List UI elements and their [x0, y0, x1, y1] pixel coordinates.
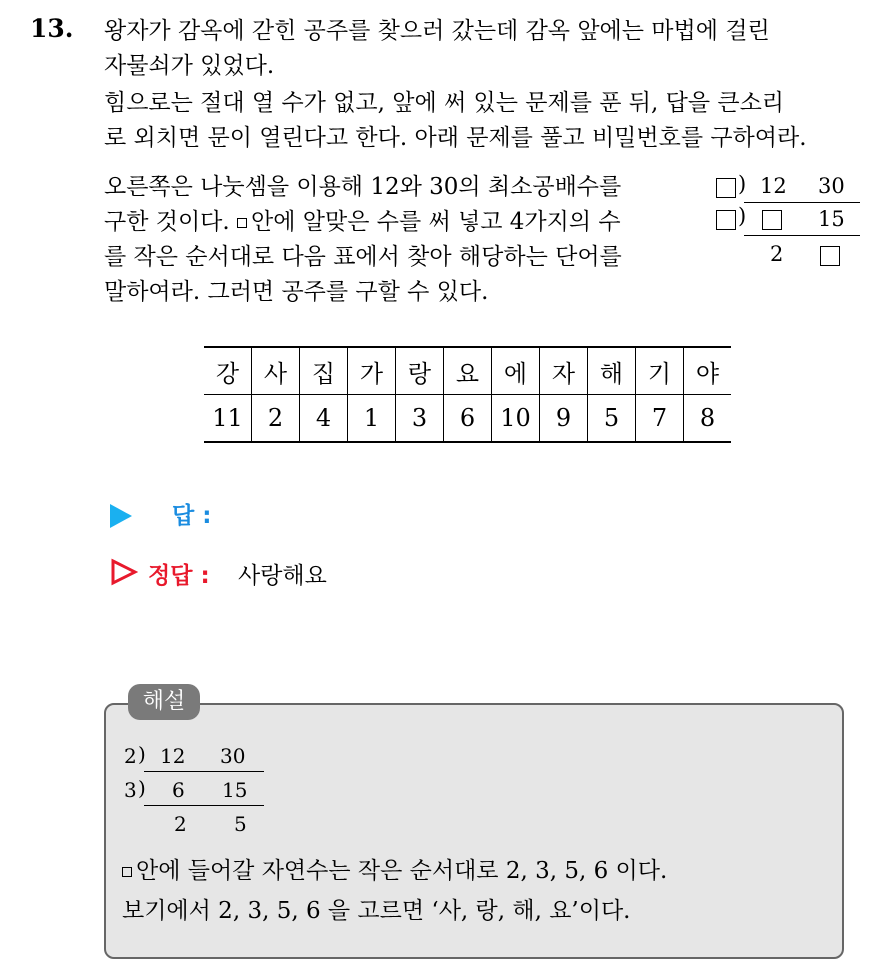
- number-cell: 1: [348, 395, 396, 443]
- number-cell: 11: [204, 395, 252, 443]
- word-number-table: [204, 346, 731, 443]
- number-cell: 10: [492, 395, 540, 443]
- ediv-paren-2: ): [138, 776, 146, 800]
- task-line-2b: 안에 알맞은 수를 써 넣고 4가지의 수: [251, 209, 621, 235]
- word-cell: 에: [492, 347, 540, 395]
- word-cell: 요: [444, 347, 492, 395]
- ediv-d2: 3: [124, 778, 137, 802]
- question-task: [104, 170, 704, 310]
- word-cell: 가: [348, 347, 396, 395]
- rule-line-2: 로 외치면 문이 열린다고 한다. 아래 문제를 풀고 비밀번호를 구하여라.: [104, 125, 807, 151]
- word-cell: 집: [300, 347, 348, 395]
- task-line-1: 오른쪽은 나눗셈을 이용해 12와 30의 최소공배수를: [104, 174, 622, 200]
- number-cell: 3: [396, 395, 444, 443]
- ediv-r3a: 2: [174, 812, 187, 836]
- task-line-2a: 구한 것이다.: [104, 209, 230, 235]
- div-line-2: [744, 235, 860, 236]
- ediv-line-2: [144, 805, 264, 806]
- ediv-r1b: 30: [220, 744, 246, 768]
- explanation-line-2: 보기에서 2, 3, 5, 6 을 고르면 ‘사, 랑, 해, 요’이다.: [122, 898, 631, 924]
- ediv-r2a: 6: [172, 778, 185, 802]
- word-cell: 해: [588, 347, 636, 395]
- task-line-3: 를 작은 순서대로 다음 표에서 찾아 해당하는 단어를: [104, 244, 622, 270]
- word-row: [204, 347, 731, 395]
- intro-line-2: 자물쇠가 있었다.: [104, 53, 275, 79]
- quotient-blank-2: [820, 246, 840, 266]
- blank-square-icon: [122, 867, 132, 877]
- explanation-line-1: [122, 852, 667, 885]
- div-row1-b: 30: [818, 174, 845, 198]
- div-row2-b: 15: [818, 207, 845, 231]
- ediv-r2b: 15: [222, 778, 248, 802]
- solution-triangle-icon: [110, 558, 138, 586]
- answer-row: [110, 500, 132, 528]
- question-number: 13.: [30, 14, 74, 43]
- paren-1: ): [738, 172, 747, 196]
- solution-text: 사랑해요: [238, 563, 327, 589]
- task-line-4: 말하여라. 그러면 공주를 구할 수 있다.: [104, 279, 489, 305]
- div-line-1: [744, 202, 860, 203]
- word-cell: 자: [540, 347, 588, 395]
- word-cell: 사: [252, 347, 300, 395]
- question-rule: [104, 86, 864, 156]
- solution-label: 정답 :: [148, 563, 210, 589]
- number-row: [204, 395, 731, 443]
- ediv-d1: 2: [124, 744, 137, 768]
- div-row3-a: 2: [770, 242, 784, 266]
- ediv-r1a: 12: [160, 744, 186, 768]
- number-cell: 9: [540, 395, 588, 443]
- number-cell: 5: [588, 395, 636, 443]
- word-cell: 강: [204, 347, 252, 395]
- word-cell: 랑: [396, 347, 444, 395]
- word-cell: 야: [684, 347, 732, 395]
- answer-triangle-icon: [110, 504, 132, 528]
- intro-line-1: 왕자가 감옥에 갇힌 공주를 찾으러 갔는데 감옥 앞에는 마법에 걸린: [104, 18, 770, 44]
- div-row1-a: 12: [760, 174, 787, 198]
- blank-square-icon: [237, 218, 247, 228]
- ediv-r3b: 5: [234, 812, 247, 836]
- number-cell: 2: [252, 395, 300, 443]
- paren-2: ): [738, 204, 747, 228]
- task-line-2: [104, 205, 704, 240]
- number-cell: 6: [444, 395, 492, 443]
- answer-label: 답 :: [172, 503, 212, 529]
- ediv-paren-1: ): [138, 742, 146, 766]
- explanation-line-1-text: 안에 들어갈 자연수는 작은 순서대로 2, 3, 5, 6 이다.: [136, 858, 668, 884]
- word-cell: 기: [636, 347, 684, 395]
- number-cell: 7: [636, 395, 684, 443]
- number-cell: 4: [300, 395, 348, 443]
- explanation-tab: 해설: [128, 684, 200, 720]
- rule-line-1: 힘으로는 절대 열 수가 없고, 앞에 써 있는 문제를 푼 뒤, 답을 큰소리: [104, 90, 785, 116]
- divisor-blank-2: [716, 210, 736, 230]
- quotient-blank-1: [762, 210, 782, 230]
- number-cell: 8: [684, 395, 732, 443]
- question-intro: [104, 14, 864, 84]
- divisor-blank-1: [716, 178, 736, 198]
- ediv-line-1: [144, 771, 264, 772]
